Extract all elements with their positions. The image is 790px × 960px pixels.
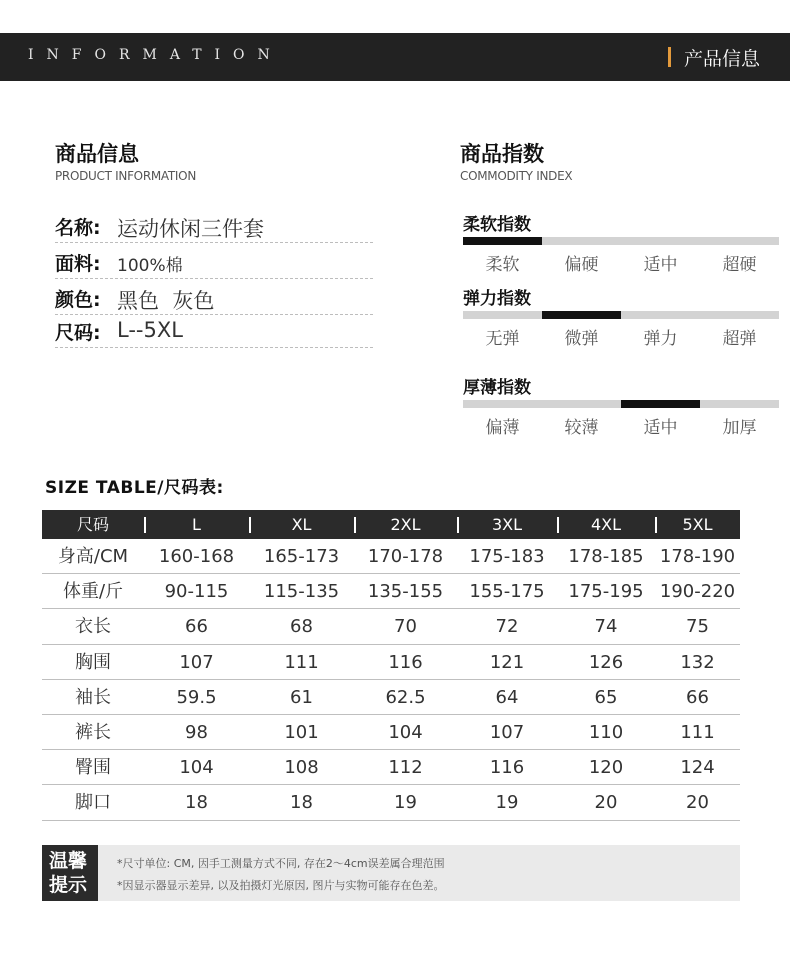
product-info-subtitle: PRODUCT INFORMATION: [55, 169, 196, 183]
information-banner: [0, 33, 790, 81]
size-value-cell: 155-175: [469, 581, 545, 603]
info-label: 名称:: [55, 217, 101, 239]
row-label-cell: 身高/CM: [57, 546, 129, 567]
size-value-cell: 107: [489, 721, 525, 743]
index-level-label: 偏薄: [485, 418, 520, 438]
size-value-cell: 19: [394, 792, 417, 814]
commodity-index-title: 商品指数: [460, 142, 544, 166]
size-value-cell: 65: [594, 686, 618, 708]
size-value-cell: 160-168: [158, 546, 235, 567]
size-value-cell: 111: [284, 651, 319, 673]
size-table-header-cell: 2XL: [390, 515, 421, 534]
notice-badge-line: 提示: [49, 874, 88, 896]
index-level-label: 弹力: [643, 329, 678, 349]
table-row: [42, 680, 740, 715]
size-value-cell: 178-185: [568, 546, 644, 567]
size-value-cell: 110: [588, 721, 624, 743]
index-level-label: 超弹: [722, 329, 757, 349]
size-table-header-cell: 5XL: [682, 515, 713, 534]
info-value: 黑色 灰色: [117, 289, 215, 313]
size-value-cell: 124: [680, 757, 715, 779]
size-value-cell: 115-135: [263, 581, 340, 603]
size-value-cell: 165-173: [263, 546, 340, 567]
notice-badge: [42, 845, 98, 901]
index-level-label: 加厚: [722, 418, 757, 438]
header-separator: [249, 517, 251, 533]
info-label: 面料:: [55, 253, 101, 275]
size-table-title: SIZE TABLE/尺码表:: [45, 478, 224, 498]
size-value-cell: 59.5: [176, 686, 217, 708]
size-value-cell: 20: [686, 792, 709, 814]
info-row-color: [55, 279, 373, 315]
table-row: [42, 645, 740, 680]
thickness-index-track: [463, 400, 779, 408]
size-value-cell: 126: [588, 651, 624, 673]
size-value-cell: 112: [388, 757, 423, 779]
banner-accent-bar: [668, 47, 671, 67]
table-row: [42, 609, 740, 644]
size-value-cell: 64: [495, 686, 519, 708]
size-table-body: [42, 539, 740, 821]
size-value-cell: 116: [489, 757, 525, 779]
size-table-header-cell: L: [192, 515, 201, 534]
thickness-index-levels: [463, 413, 779, 437]
header-separator: [144, 517, 146, 533]
softness-index-fill: [463, 237, 542, 245]
size-value-cell: 135-155: [367, 581, 444, 603]
notice-box: [42, 845, 740, 901]
size-value-cell: 116: [388, 651, 423, 673]
table-row: [42, 750, 740, 785]
size-value-cell: 101: [284, 721, 319, 743]
softness-index-levels: [463, 250, 779, 274]
table-row: [42, 785, 740, 820]
size-value-cell: 170-178: [367, 546, 444, 567]
softness-index-track: [463, 237, 779, 245]
size-value-cell: 18: [290, 792, 313, 814]
size-value-cell: 61: [290, 686, 313, 708]
info-row-name: [55, 207, 373, 243]
index-level-label: 适中: [643, 418, 678, 438]
size-value-cell: 68: [290, 616, 313, 638]
index-level-label: 柔软: [485, 255, 520, 275]
size-value-cell: 107: [179, 651, 214, 673]
index-level-label: 适中: [643, 255, 678, 275]
thickness-index-title: 厚薄指数: [463, 378, 531, 398]
size-value-cell: 20: [594, 792, 618, 814]
size-value-cell: 175-183: [469, 546, 545, 567]
size-value-cell: 104: [179, 757, 214, 779]
info-value: 100%棉: [117, 256, 183, 276]
size-value-cell: 178-190: [659, 546, 736, 567]
table-row: [42, 574, 740, 609]
index-level-label: 偏硬: [564, 255, 599, 275]
size-value-cell: 121: [489, 651, 525, 673]
info-label: 尺码:: [55, 322, 101, 344]
size-value-cell: 104: [388, 721, 423, 743]
size-value-cell: 98: [185, 721, 208, 743]
elasticity-index-track: [463, 311, 779, 319]
header-separator: [457, 517, 459, 533]
product-info-title: 商品信息: [55, 142, 139, 166]
size-value-cell: 62.5: [385, 686, 426, 708]
size-table-header-cell: 4XL: [590, 515, 622, 534]
row-label-cell: 衣长: [75, 616, 111, 638]
info-label: 颜色:: [55, 289, 101, 311]
row-label-cell: 胸围: [75, 651, 111, 673]
size-table-header-cell: XL: [291, 515, 312, 534]
elasticity-index-title: 弹力指数: [463, 289, 531, 309]
softness-index-title: 柔软指数: [463, 215, 531, 235]
elasticity-index-fill: [542, 311, 621, 319]
row-label-cell: 脚口: [75, 792, 111, 814]
size-value-cell: 120: [588, 757, 624, 779]
elasticity-index-levels: [463, 324, 779, 348]
size-table-header: [42, 510, 740, 539]
table-row: [42, 539, 740, 574]
info-row-fabric: [55, 243, 373, 279]
index-level-label: 超硬: [722, 255, 757, 275]
header-separator: [354, 517, 356, 533]
thickness-index-fill: [621, 400, 700, 408]
size-value-cell: 190-220: [659, 581, 736, 603]
notice-line-1: *尺寸单位: CM, 因手工测量方式不同, 存在2～4cm误差属合理范围: [117, 857, 445, 870]
row-label-cell: 体重/斤: [62, 581, 124, 603]
size-value-cell: 175-195: [568, 581, 644, 603]
info-row-size: [55, 312, 373, 348]
size-value-cell: 108: [284, 757, 319, 779]
notice-line-2: *因显示器显示差异, 以及拍摄灯光原因, 图片与实物可能存在色差。: [117, 879, 445, 892]
size-value-cell: 70: [394, 616, 417, 638]
row-label-cell: 袖长: [75, 686, 111, 708]
table-row: [42, 715, 740, 750]
row-label-cell: 裤长: [75, 721, 111, 743]
size-value-cell: 74: [594, 616, 618, 638]
header-separator: [655, 517, 657, 533]
row-label-cell: 臀围: [75, 757, 111, 779]
index-level-label: 无弹: [485, 329, 520, 349]
size-value-cell: 75: [686, 616, 709, 638]
size-value-cell: 72: [495, 616, 519, 638]
size-table-header-cell: 3XL: [491, 515, 523, 534]
size-value-cell: 111: [680, 721, 715, 743]
info-value: 运动休闲三件套: [117, 217, 264, 241]
size-value-cell: 132: [680, 651, 715, 673]
size-value-cell: 19: [495, 792, 519, 814]
banner-chinese-title: 产品信息: [684, 48, 761, 70]
banner-english-title: INFORMATION: [28, 47, 283, 63]
commodity-index-subtitle: COMMODITY INDEX: [460, 169, 573, 183]
info-value: L--5XL: [117, 318, 183, 342]
size-value-cell: 18: [185, 792, 208, 814]
index-level-label: 微弹: [564, 329, 599, 349]
size-value-cell: 66: [185, 616, 208, 638]
index-level-label: 较薄: [564, 418, 599, 438]
size-table: [42, 510, 740, 821]
header-separator: [557, 517, 559, 533]
size-value-cell: 90-115: [164, 581, 229, 603]
notice-badge-line: 温馨: [49, 850, 88, 872]
size-value-cell: 66: [686, 686, 709, 708]
size-table-header-cell: 尺码: [76, 515, 109, 534]
